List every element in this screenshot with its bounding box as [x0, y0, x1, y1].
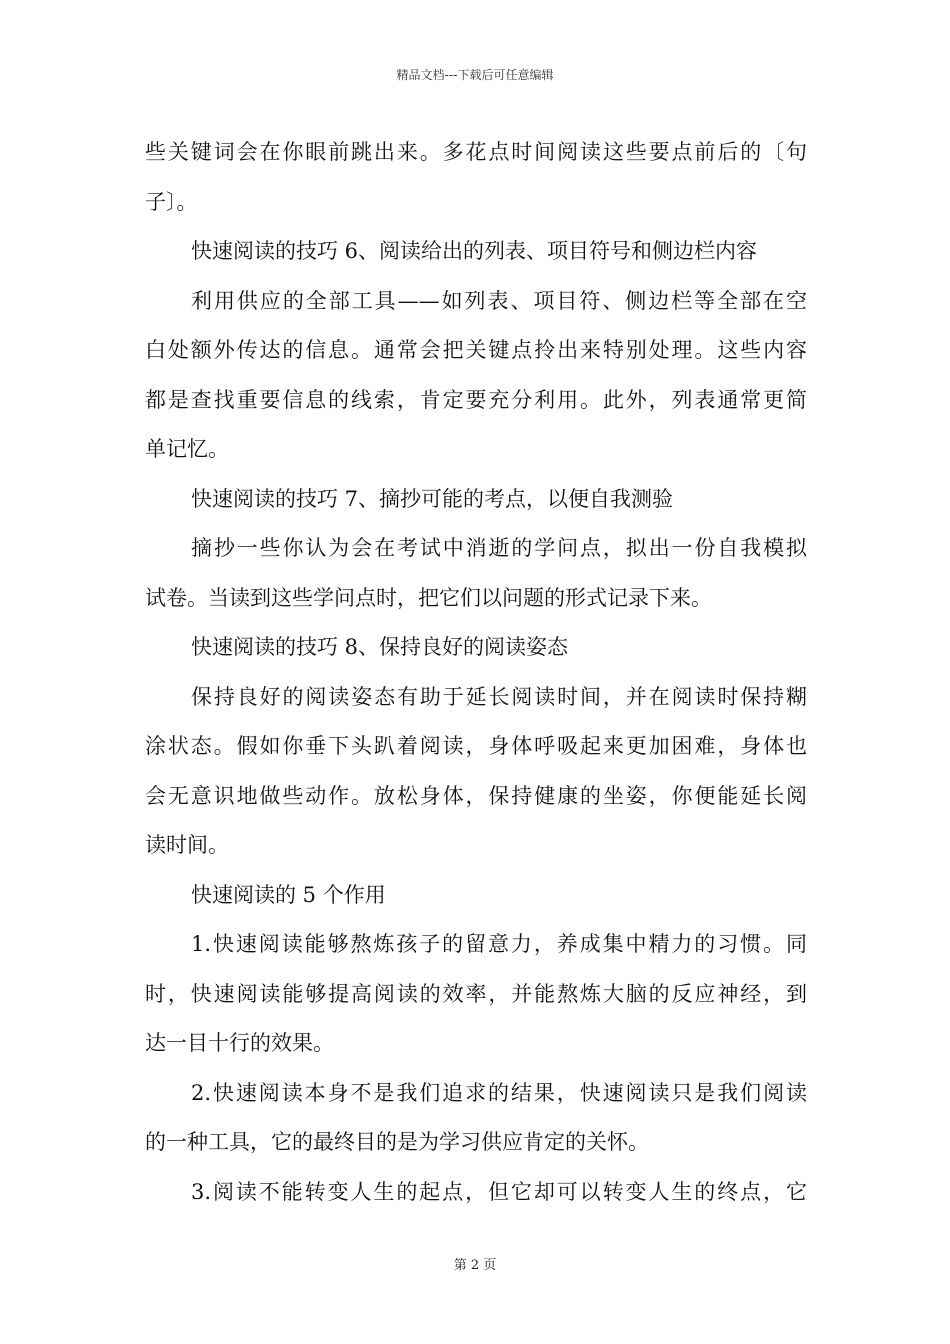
paragraph-line: 会无意识地做些动作。放松身体，保持健康的坐姿，你便能延长阅 [145, 783, 807, 808]
paragraph-line: 1.快速阅读能够熬炼孩子的留意力，养成集中精力的习惯。同 [191, 932, 807, 956]
paragraph-line: 都是查找重要信息的线索，肯定要充分利用。此外，列表通常更简 [145, 387, 807, 412]
page-number: 第 2 页 [453, 1258, 497, 1273]
document-body [145, 128, 807, 1217]
paragraph-line: 些关键词会在你眼前跳出来。多花点时间阅读这些要点前后的〔句 [145, 140, 807, 164]
paragraph-line: 3.阅读不能转变人生的起点，但它却可以转变人生的终点，它 [191, 1179, 807, 1204]
section-heading: 快速阅读的技巧 8、保持良好的阅读姿态 [191, 635, 569, 659]
paragraph-line: 的一种工具，它的最终目的是为学习供应肯定的关怀。 [145, 1130, 649, 1154]
section-heading: 快速阅读的技巧 7、摘抄可能的考点，以便自我测验 [191, 486, 674, 511]
paragraph-line: 摘抄一些你认为会在考试中消逝的学问点，拟出一份自我模拟 [191, 536, 807, 560]
paragraph-line: 试卷。当读到这些学问点时，把它们以问题的形式记录下来。 [145, 585, 712, 610]
paragraph-line: 达一目十行的效果。 [145, 1031, 334, 1055]
paragraph-line: 涂状态。假如你垂下头趴着阅读，身体呼吸起来更加困难，身体也 [145, 734, 807, 758]
section-heading: 快速阅读的 5 个作用 [191, 882, 386, 907]
paragraph-line: 利用供应的全部工具——如列表、项目符、侧边栏等全部在空 [191, 288, 807, 313]
paragraph-line: 单记忆。 [145, 437, 229, 461]
paragraph-line: 2.快速阅读本身不是我们追求的结果，快速阅读只是我们阅读 [191, 1080, 807, 1105]
paragraph-line: 读时间。 [145, 833, 229, 857]
page-header: 精品文档---下载后可任意编辑 [396, 68, 554, 82]
paragraph-line: 白处额外传达的信息。通常会把关键点拎出来特别处理。这些内容 [145, 338, 807, 362]
section-heading: 快速阅读的技巧 6、阅读给出的列表、项目符号和侧边栏内容 [191, 239, 758, 263]
paragraph-line: 保持良好的阅读姿态有助于延长阅读时间，并在阅读时保持糊 [191, 684, 807, 709]
paragraph-line: 时，快速阅读能够提高阅读的效率，并能熬炼大脑的反应神经，到 [145, 981, 807, 1006]
paragraph-line: 子〕。 [145, 189, 198, 214]
